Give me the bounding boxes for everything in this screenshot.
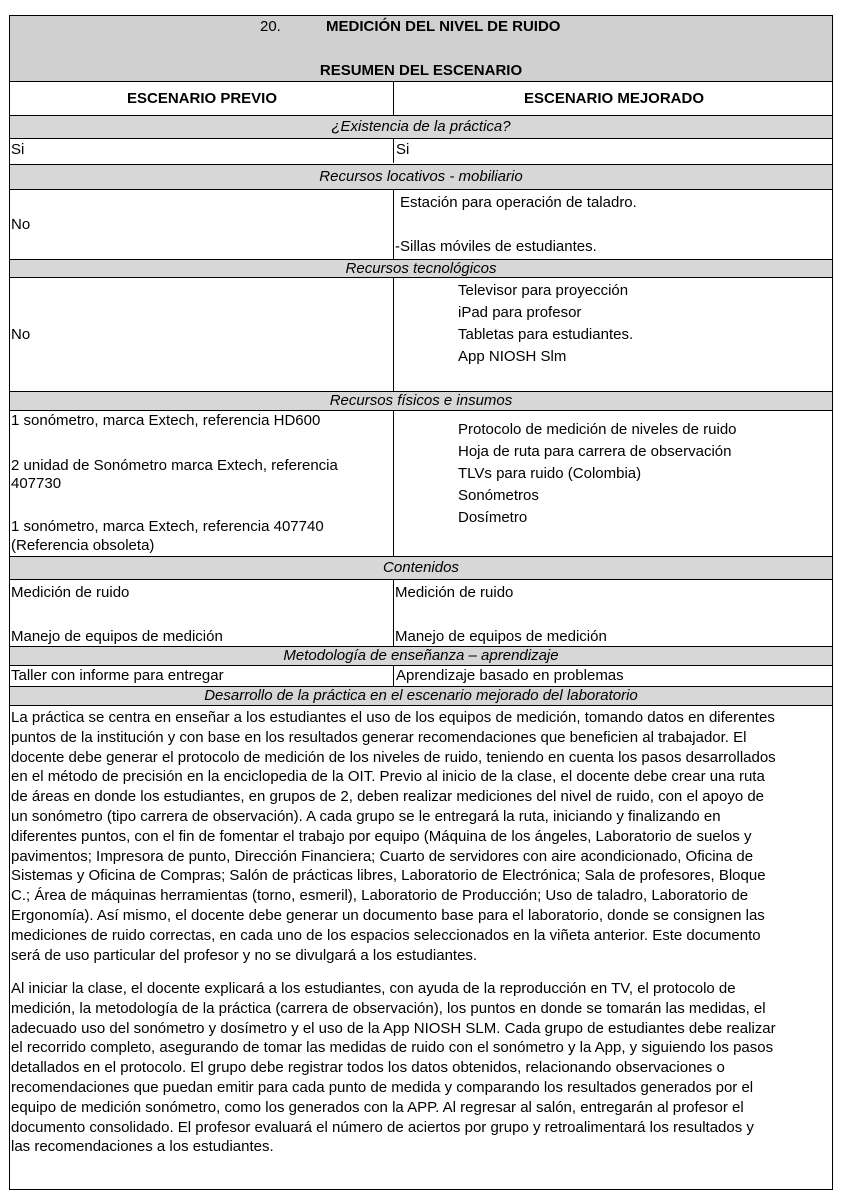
development-paragraph-1 bbox=[11, 708, 831, 965]
physical-improved-item: Sonómetros bbox=[458, 487, 539, 504]
paragraph-line: medición, la metodología de la práctica (carrera de observación), los puntos en donde se tomarán las medidas, el bbox=[11, 999, 766, 1017]
paragraph-line: C.; Área de máquinas herramientas (torno, esmeril), Laboratorio de Producción; Uso de taladro, Laboratorio de bbox=[11, 887, 749, 905]
physical-improved-item: Dosímetro bbox=[458, 509, 528, 526]
section-number: 20. bbox=[260, 18, 281, 35]
methodology-improved: Aprendizaje basado en problemas bbox=[396, 667, 624, 684]
contents-row bbox=[10, 580, 832, 646]
physical-improved-item: TLVs para ruido (Colombia) bbox=[458, 465, 642, 482]
section-title: MEDICIÓN DEL NIVEL DE RUIDO bbox=[326, 18, 561, 35]
development-section-title: Desarrollo de la práctica en el escenario mejorado del laboratorio bbox=[10, 686, 832, 706]
physical-item: 1 sonómetro, marca Extech, referencia HD600 bbox=[11, 412, 321, 429]
previous-scenario-heading: ESCENARIO PREVIO bbox=[10, 82, 394, 115]
technological-section-title: Recursos tecnológicos bbox=[10, 259, 832, 278]
paragraph-line: el recorrido completo, asegurando de tomar las medidas de ruido con el sonómetro y la App, y siguiendo los pasos bbox=[11, 1039, 774, 1057]
locative-previous: No bbox=[10, 190, 394, 259]
paragraph-line: en el método de precisión en la enciclopedia de la OIT. Previo al inicio de la clase, el docente debe crear una ruta bbox=[11, 768, 765, 786]
summary-title: RESUMEN DEL ESCENARIO bbox=[319, 62, 523, 79]
physical-item: (Referencia obsoleta) bbox=[11, 537, 155, 554]
locative-row bbox=[10, 190, 832, 259]
paragraph-line: recomendaciones que puedan emitir para cada punto de medida y comparando los resultados generados por el bbox=[11, 1078, 754, 1096]
paragraph-line: será de uso particular del profesor y no se divulgará a los estudiantes. bbox=[11, 946, 478, 964]
table-header bbox=[10, 16, 832, 82]
existence-row bbox=[10, 139, 832, 163]
physical-previous bbox=[10, 411, 394, 556]
technological-improved bbox=[394, 278, 832, 391]
paragraph-line: puntos de la institución y con base en los resultados generar recomendaciones que beneficien al trabajador. El bbox=[11, 728, 747, 746]
contents-item: Medición de ruido bbox=[11, 584, 130, 601]
column-headers bbox=[10, 82, 832, 115]
tech-item: Tabletas para estudiantes. bbox=[458, 326, 634, 343]
physical-section-title: Recursos físicos e insumos bbox=[10, 391, 832, 411]
tech-item: iPad para profesor bbox=[458, 304, 582, 321]
paragraph-line: adecuado uso del sonómetro y dosímetro y el uso de la App NIOSH SLM. Cada grupo de estudiantes debe realizar bbox=[11, 1019, 776, 1037]
physical-item: 1 sonómetro, marca Extech, referencia 407740 bbox=[11, 518, 324, 535]
contents-item: Medición de ruido bbox=[395, 584, 514, 601]
physical-improved bbox=[394, 411, 832, 556]
methodology-section-title: Metodología de enseñanza – aprendizaje bbox=[10, 646, 832, 666]
locative-item: -Sillas móviles de estudiantes. bbox=[395, 238, 597, 255]
tech-item: App NIOSH Slm bbox=[458, 348, 567, 365]
locative-improved bbox=[394, 190, 832, 259]
paragraph-line: las recomendaciones a los estudiantes. bbox=[11, 1138, 274, 1156]
paragraph-line: Sistemas y Oficina de Compras; Salón de prácticas libres, Laboratorio de Electrónica; Sala de profesores, Bloque bbox=[11, 867, 766, 885]
physical-improved-item: Protocolo de medición de niveles de ruido bbox=[458, 421, 737, 438]
scenario-summary-table bbox=[9, 15, 833, 1190]
existence-previous: Si bbox=[10, 139, 394, 163]
improved-scenario-heading: ESCENARIO MEJORADO bbox=[523, 90, 705, 107]
development-paragraph-2 bbox=[11, 979, 831, 1157]
physical-improved-item: Hoja de ruta para carrera de observación bbox=[458, 443, 732, 460]
methodology-previous: Taller con informe para entregar bbox=[10, 666, 394, 686]
paragraph-line: Ergonomía). Así mismo, el docente debe generar un documento base para el laboratorio, donde se consignen las bbox=[11, 906, 765, 924]
contents-item: Manejo de equipos de medición bbox=[11, 628, 223, 645]
locative-section-title: Recursos locativos - mobiliario bbox=[10, 164, 832, 190]
tech-item: Televisor para proyección bbox=[458, 282, 629, 299]
paragraph-line: docente debe generar el protocolo de medición de los niveles de ruido, teniendo en cuenta los pasos desarrollados bbox=[11, 748, 776, 766]
paragraph-line: Al iniciar la clase, el docente explicará a los estudiantes, con ayuda de la reproducción en TV, el protocolo de bbox=[11, 980, 736, 997]
physical-item: 407730 bbox=[11, 475, 62, 492]
paragraph-line: un sonómetro (tipo carrera de observación). A cada grupo se le entregará la ruta, iniciando y finalizando en bbox=[11, 807, 721, 825]
existence-improved: Si bbox=[396, 141, 410, 158]
paragraph-line: de áreas en donde los estudiantes, en grupos de 2, deben realizar mediciones del nivel de ruido, con el apoyo de bbox=[11, 788, 765, 806]
technological-previous: No bbox=[10, 278, 394, 391]
physical-row bbox=[10, 411, 832, 556]
paragraph-line: documento consolidado. El profesor evaluará el número de aciertos por grupo y retroalimentará los resultados y bbox=[11, 1118, 754, 1136]
technological-row bbox=[10, 278, 832, 391]
paragraph-line: pavimentos; Impresora de punto, Dirección Financiera; Cuarto de servidores con aire acondicionado, Oficina de bbox=[11, 847, 754, 865]
contents-previous bbox=[10, 580, 394, 646]
physical-item: 2 unidad de Sonómetro marca Extech, referencia bbox=[11, 457, 338, 474]
paragraph-line: mediciones de ruido correctas, en cada uno de los espacios seleccionados en la viñeta anterior. Este documento bbox=[11, 926, 761, 944]
existence-section-title: ¿Existencia de la práctica? bbox=[10, 115, 832, 139]
contents-improved bbox=[394, 580, 832, 646]
paragraph-line: diferentes puntos, con el fin de fomentar el trabajo por equipo (Máquina de los ángeles, Laboratorio de suelos y bbox=[11, 827, 752, 845]
methodology-row bbox=[10, 666, 832, 686]
paragraph-line: detallados en el protocolo. El grupo debe registrar todos los datos obtenidos, relacionando observaciones o bbox=[11, 1059, 725, 1077]
contents-section-title: Contenidos bbox=[10, 556, 832, 580]
contents-item: Manejo de equipos de medición bbox=[395, 628, 607, 645]
paragraph-line: equipo de medición sonómetro, como los generados con la APP. Al regresar al salón, entregarán al profesor el bbox=[11, 1098, 744, 1116]
locative-item: Estación para operación de taladro. bbox=[400, 194, 637, 211]
paragraph-line: La práctica se centra en enseñar a los estudiantes el uso de los equipos de medición, tomando datos en diferentes bbox=[11, 709, 775, 726]
